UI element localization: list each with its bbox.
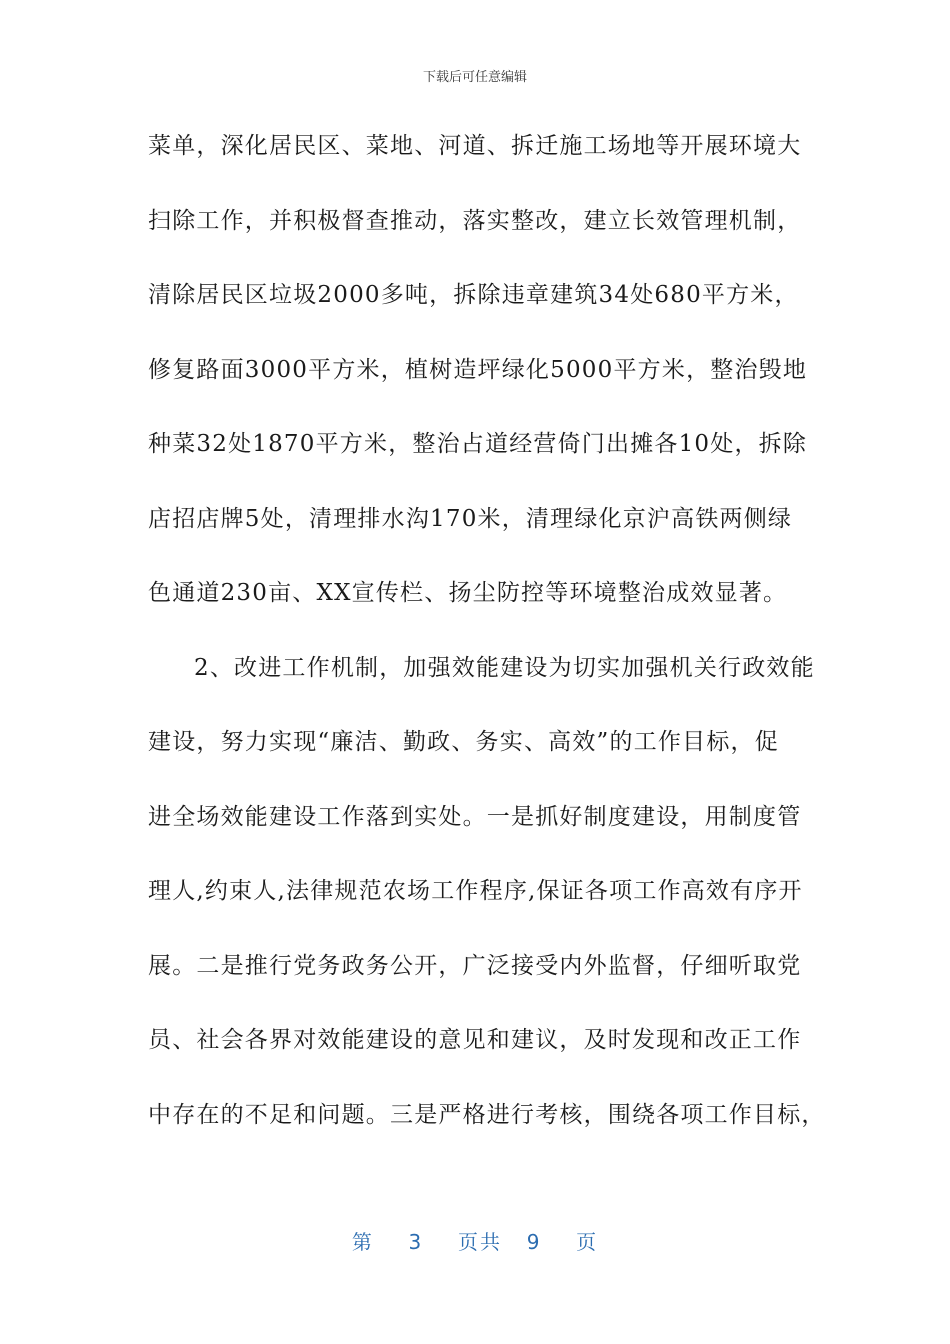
page-label-suffix: 页 xyxy=(576,1230,599,1254)
page-footer xyxy=(0,1226,950,1255)
total-pages-number: 9 xyxy=(526,1230,542,1254)
text-line: 扫除工作，并积极督查推动，落实整改，建立长效管理机制， xyxy=(148,207,802,234)
text-line: 菜单，深化居民区、菜地、河道、拆迁施工场地等开展环境大 xyxy=(148,133,802,159)
page-header: 下载后可任意编辑 xyxy=(422,70,527,85)
text-line: 理人,约束人,法律规范农场工作程序,保证各项工作高效有序开 xyxy=(148,878,803,904)
text-line: 色通道230亩、XX宣传栏、扬尘防控等环境整治成效显著。 xyxy=(148,580,788,606)
paragraph-start-line: 2、改进工作机制，加强效能建设为切实加强机关行政效能 xyxy=(194,654,815,681)
current-page-number: 3 xyxy=(408,1230,424,1254)
text-line: 展。二是推行党务政务公开，广泛接受内外监督，仔细听取党 xyxy=(148,952,802,979)
text-line: 中存在的不足和问题。三是严格进行考核，围绕各项工作目标， xyxy=(148,1101,826,1128)
document-body xyxy=(148,124,826,1167)
text-line: 建设，努力实现“廉洁、勤政、务实、高效”的工作目标，促 xyxy=(148,729,779,755)
text-line: 种菜32处1870平方米，整治占道经营倚门出摊各10处，拆除 xyxy=(148,431,808,457)
text-line: 店招店牌5处，清理排水沟170米，清理绿化京沪高铁两侧绿 xyxy=(148,505,793,532)
page-label-mid: 页共 xyxy=(458,1230,502,1254)
page-label-prefix: 第 xyxy=(351,1230,374,1254)
text-line: 修复路面3000平方米，植树造坪绿化5000平方米，整治毁地 xyxy=(148,356,808,383)
text-line: 员、社会各界对效能建设的意见和建议，及时发现和改正工作 xyxy=(148,1027,802,1053)
text-line: 进全场效能建设工作落到实处。一是抓好制度建设，用制度管 xyxy=(148,803,802,830)
text-line: 清除居民区垃圾2000多吨，拆除违章建筑34处680平方米， xyxy=(148,282,799,308)
